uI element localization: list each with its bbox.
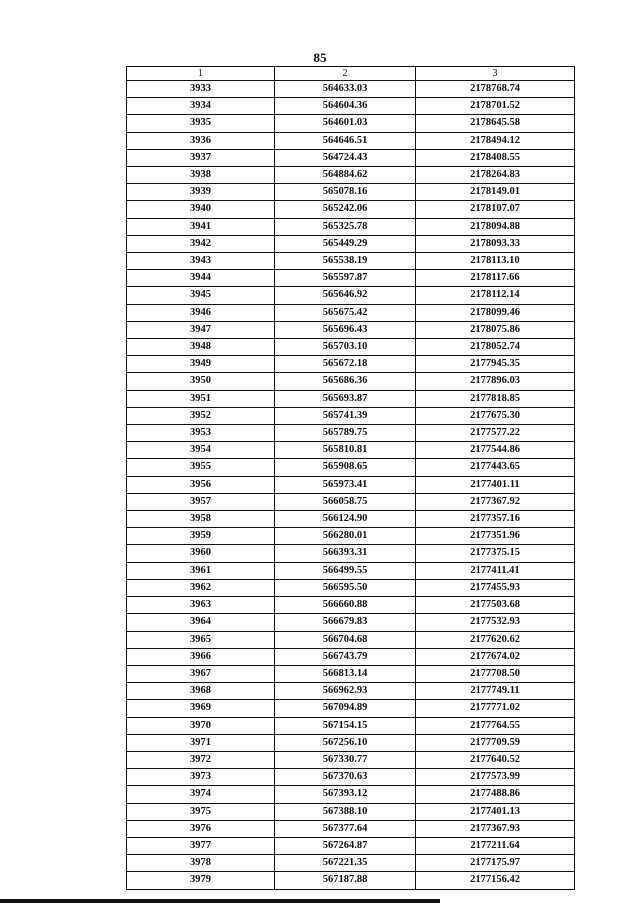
y-coordinate-cell: 2177945.35 [416, 356, 575, 373]
x-coordinate-cell: 565538.19 [275, 253, 416, 270]
table-row [127, 683, 575, 700]
point-number-cell: 3954 [127, 442, 275, 459]
x-coordinate-cell: 567370.63 [275, 769, 416, 786]
point-number-cell: 3961 [127, 562, 275, 579]
column-header-1: 1 [127, 67, 275, 81]
y-coordinate-cell: 2178645.58 [416, 115, 575, 132]
y-coordinate-cell: 2177675.30 [416, 407, 575, 424]
point-number-cell: 3953 [127, 425, 275, 442]
y-coordinate-cell: 2177488.86 [416, 786, 575, 803]
x-coordinate-cell: 567256.10 [275, 734, 416, 751]
x-coordinate-cell: 565646.92 [275, 287, 416, 304]
x-coordinate-cell: 565693.87 [275, 390, 416, 407]
x-coordinate-cell: 565789.75 [275, 425, 416, 442]
table-header [127, 67, 575, 81]
point-number-cell: 3939 [127, 184, 275, 201]
point-number-cell: 3935 [127, 115, 275, 132]
point-number-cell: 3947 [127, 321, 275, 338]
y-coordinate-cell: 2177749.11 [416, 683, 575, 700]
y-coordinate-cell: 2177411.41 [416, 562, 575, 579]
x-coordinate-cell: 566058.75 [275, 493, 416, 510]
x-coordinate-cell: 565686.36 [275, 373, 416, 390]
y-coordinate-cell: 2177708.50 [416, 665, 575, 682]
table-row [127, 115, 575, 132]
y-coordinate-cell: 2177764.55 [416, 717, 575, 734]
point-number-cell: 3948 [127, 339, 275, 356]
point-number-cell: 3970 [127, 717, 275, 734]
point-number-cell: 3977 [127, 837, 275, 854]
table-row [127, 270, 575, 287]
point-number-cell: 3979 [127, 872, 275, 889]
x-coordinate-cell: 567264.87 [275, 837, 416, 854]
y-coordinate-cell: 2177351.96 [416, 528, 575, 545]
coordinates-table [126, 66, 575, 890]
x-coordinate-cell: 566595.50 [275, 579, 416, 596]
x-coordinate-cell: 566393.31 [275, 545, 416, 562]
y-coordinate-cell: 2178264.83 [416, 167, 575, 184]
x-coordinate-cell: 564884.62 [275, 167, 416, 184]
header-row [127, 67, 575, 81]
table-row [127, 149, 575, 166]
x-coordinate-cell: 567330.77 [275, 751, 416, 768]
x-coordinate-cell: 564724.43 [275, 149, 416, 166]
x-coordinate-cell: 567393.12 [275, 786, 416, 803]
table-row [127, 631, 575, 648]
point-number-cell: 3933 [127, 81, 275, 98]
point-number-cell: 3952 [127, 407, 275, 424]
table-row [127, 373, 575, 390]
y-coordinate-cell: 2177211.64 [416, 837, 575, 854]
y-coordinate-cell: 2177455.93 [416, 579, 575, 596]
x-coordinate-cell: 567187.88 [275, 872, 416, 889]
point-number-cell: 3969 [127, 700, 275, 717]
table-row [127, 321, 575, 338]
point-number-cell: 3962 [127, 579, 275, 596]
point-number-cell: 3967 [127, 665, 275, 682]
table-body [127, 81, 575, 890]
x-coordinate-cell: 565703.10 [275, 339, 416, 356]
table-row [127, 648, 575, 665]
table-row [127, 459, 575, 476]
point-number-cell: 3968 [127, 683, 275, 700]
y-coordinate-cell: 2178149.01 [416, 184, 575, 201]
table-row [127, 717, 575, 734]
table-row [127, 734, 575, 751]
point-number-cell: 3960 [127, 545, 275, 562]
table-row [127, 528, 575, 545]
point-number-cell: 3957 [127, 493, 275, 510]
x-coordinate-cell: 567221.35 [275, 855, 416, 872]
x-coordinate-cell: 564646.51 [275, 132, 416, 149]
table-row [127, 201, 575, 218]
point-number-cell: 3973 [127, 769, 275, 786]
y-coordinate-cell: 2177367.93 [416, 820, 575, 837]
table-row [127, 493, 575, 510]
point-number-cell: 3950 [127, 373, 275, 390]
point-number-cell: 3938 [127, 167, 275, 184]
y-coordinate-cell: 2177156.42 [416, 872, 575, 889]
point-number-cell: 3945 [127, 287, 275, 304]
table-row [127, 98, 575, 115]
x-coordinate-cell: 565449.29 [275, 235, 416, 252]
x-coordinate-cell: 565672.18 [275, 356, 416, 373]
y-coordinate-cell: 2177620.62 [416, 631, 575, 648]
y-coordinate-cell: 2178113.10 [416, 253, 575, 270]
point-number-cell: 3943 [127, 253, 275, 270]
table-row [127, 81, 575, 98]
x-coordinate-cell: 567154.15 [275, 717, 416, 734]
y-coordinate-cell: 2177503.68 [416, 597, 575, 614]
point-number-cell: 3949 [127, 356, 275, 373]
table-row [127, 545, 575, 562]
x-coordinate-cell: 566124.90 [275, 511, 416, 528]
y-coordinate-cell: 2177709.59 [416, 734, 575, 751]
table-row [127, 390, 575, 407]
x-coordinate-cell: 566660.88 [275, 597, 416, 614]
table-row [127, 820, 575, 837]
point-number-cell: 3974 [127, 786, 275, 803]
x-coordinate-cell: 565696.43 [275, 321, 416, 338]
y-coordinate-cell: 2177577.22 [416, 425, 575, 442]
x-coordinate-cell: 564601.03 [275, 115, 416, 132]
y-coordinate-cell: 2178107.07 [416, 201, 575, 218]
x-coordinate-cell: 565908.65 [275, 459, 416, 476]
table-row [127, 597, 575, 614]
point-number-cell: 3934 [127, 98, 275, 115]
point-number-cell: 3936 [127, 132, 275, 149]
y-coordinate-cell: 2178117.66 [416, 270, 575, 287]
point-number-cell: 3951 [127, 390, 275, 407]
column-header-2: 2 [275, 67, 416, 81]
table-row [127, 425, 575, 442]
y-coordinate-cell: 2177532.93 [416, 614, 575, 631]
table-row [127, 803, 575, 820]
y-coordinate-cell: 2177375.15 [416, 545, 575, 562]
y-coordinate-cell: 2178094.88 [416, 218, 575, 235]
x-coordinate-cell: 567388.10 [275, 803, 416, 820]
table-row [127, 132, 575, 149]
point-number-cell: 3966 [127, 648, 275, 665]
y-coordinate-cell: 2178099.46 [416, 304, 575, 321]
point-number-cell: 3958 [127, 511, 275, 528]
table-row [127, 665, 575, 682]
y-coordinate-cell: 2178768.74 [416, 81, 575, 98]
table-row [127, 614, 575, 631]
table-row [127, 511, 575, 528]
x-coordinate-cell: 565810.81 [275, 442, 416, 459]
x-coordinate-cell: 564604.36 [275, 98, 416, 115]
point-number-cell: 3975 [127, 803, 275, 820]
point-number-cell: 3955 [127, 459, 275, 476]
x-coordinate-cell: 566813.14 [275, 665, 416, 682]
point-number-cell: 3956 [127, 476, 275, 493]
table-row [127, 218, 575, 235]
x-coordinate-cell: 566704.68 [275, 631, 416, 648]
x-coordinate-cell: 565675.42 [275, 304, 416, 321]
y-coordinate-cell: 2177544.86 [416, 442, 575, 459]
point-number-cell: 3937 [127, 149, 275, 166]
x-coordinate-cell: 565242.06 [275, 201, 416, 218]
y-coordinate-cell: 2177367.92 [416, 493, 575, 510]
y-coordinate-cell: 2177818.85 [416, 390, 575, 407]
table-row [127, 476, 575, 493]
y-coordinate-cell: 2177640.52 [416, 751, 575, 768]
table-row [127, 769, 575, 786]
table-row [127, 339, 575, 356]
x-coordinate-cell: 564633.03 [275, 81, 416, 98]
point-number-cell: 3972 [127, 751, 275, 768]
y-coordinate-cell: 2177401.11 [416, 476, 575, 493]
y-coordinate-cell: 2178408.55 [416, 149, 575, 166]
x-coordinate-cell: 567094.89 [275, 700, 416, 717]
table-row [127, 304, 575, 321]
point-number-cell: 3978 [127, 855, 275, 872]
point-number-cell: 3941 [127, 218, 275, 235]
point-number-cell: 3944 [127, 270, 275, 287]
point-number-cell: 3963 [127, 597, 275, 614]
point-number-cell: 3940 [127, 201, 275, 218]
y-coordinate-cell: 2177896.03 [416, 373, 575, 390]
x-coordinate-cell: 565973.41 [275, 476, 416, 493]
point-number-cell: 3971 [127, 734, 275, 751]
table-row [127, 235, 575, 252]
x-coordinate-cell: 565597.87 [275, 270, 416, 287]
x-coordinate-cell: 566679.83 [275, 614, 416, 631]
y-coordinate-cell: 2177401.13 [416, 803, 575, 820]
y-coordinate-cell: 2177357.16 [416, 511, 575, 528]
x-coordinate-cell: 566280.01 [275, 528, 416, 545]
point-number-cell: 3942 [127, 235, 275, 252]
table-row [127, 287, 575, 304]
table-row [127, 837, 575, 854]
table-row [127, 751, 575, 768]
y-coordinate-cell: 2178052.74 [416, 339, 575, 356]
scan-edge-line [0, 899, 440, 903]
y-coordinate-cell: 2178075.86 [416, 321, 575, 338]
table-row [127, 184, 575, 201]
y-coordinate-cell: 2178112.14 [416, 287, 575, 304]
point-number-cell: 3946 [127, 304, 275, 321]
x-coordinate-cell: 566499.55 [275, 562, 416, 579]
x-coordinate-cell: 565078.16 [275, 184, 416, 201]
table-row [127, 442, 575, 459]
y-coordinate-cell: 2178701.52 [416, 98, 575, 115]
point-number-cell: 3959 [127, 528, 275, 545]
y-coordinate-cell: 2177674.02 [416, 648, 575, 665]
y-coordinate-cell: 2178494.12 [416, 132, 575, 149]
x-coordinate-cell: 566743.79 [275, 648, 416, 665]
y-coordinate-cell: 2177771.02 [416, 700, 575, 717]
point-number-cell: 3976 [127, 820, 275, 837]
table-row [127, 407, 575, 424]
y-coordinate-cell: 2177443.65 [416, 459, 575, 476]
table-row [127, 786, 575, 803]
table-row [127, 253, 575, 270]
table-row [127, 167, 575, 184]
table-row [127, 562, 575, 579]
x-coordinate-cell: 566962.93 [275, 683, 416, 700]
table-row [127, 356, 575, 373]
column-header-3: 3 [416, 67, 575, 81]
table-row [127, 579, 575, 596]
page-number: 85 [313, 50, 327, 65]
point-number-cell: 3965 [127, 631, 275, 648]
y-coordinate-cell: 2177175.97 [416, 855, 575, 872]
table-row [127, 700, 575, 717]
x-coordinate-cell: 567377.64 [275, 820, 416, 837]
y-coordinate-cell: 2177573.99 [416, 769, 575, 786]
table-row [127, 872, 575, 889]
table-row [127, 855, 575, 872]
x-coordinate-cell: 565741.39 [275, 407, 416, 424]
y-coordinate-cell: 2178093.33 [416, 235, 575, 252]
x-coordinate-cell: 565325.78 [275, 218, 416, 235]
point-number-cell: 3964 [127, 614, 275, 631]
